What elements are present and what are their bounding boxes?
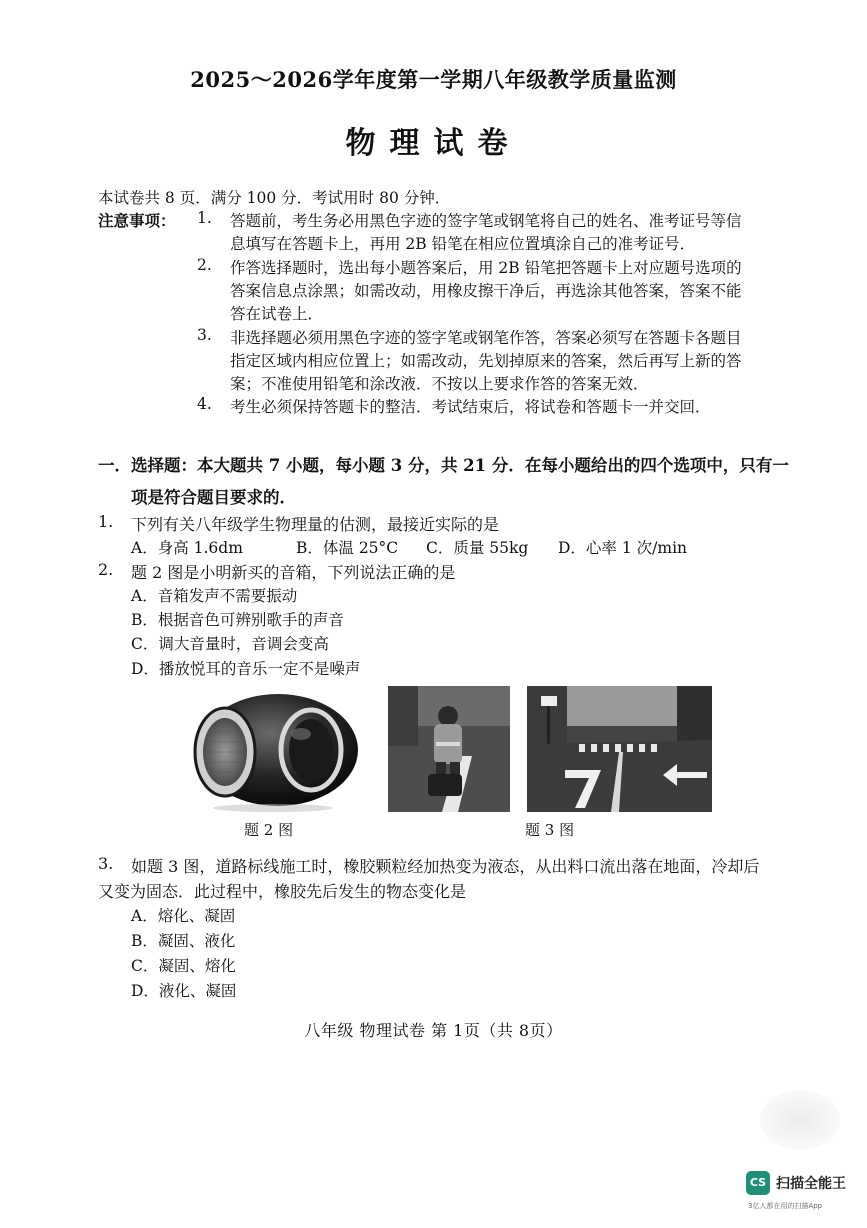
notice-line: 案；不准使用铅笔和涂改液．不按以上要求作答的答案无效． (230, 375, 649, 393)
option: C．凝固、熔化 (131, 957, 236, 975)
option: B．体温 25°C (296, 539, 399, 557)
scanner-app-name: 扫描全能王 (776, 1176, 846, 1192)
section-heading-cont: 项是符合题目要求的． (131, 488, 296, 507)
option: D．心率 1 次/min (558, 539, 688, 557)
notice-line: 答题前，考生务必用黑色字迹的签字笔或钢笔将自己的姓名、准考证号等信 (230, 212, 742, 230)
notice-line: 作答选择题时，选出每小题答案后，用 2B 铅笔把答题卡上对应题号选项的 (230, 259, 742, 277)
option: B．根据音色可辨别歌手的声音 (131, 611, 344, 629)
question-stem: 下列有关八年级学生物理量的估测，最接近实际的是 (131, 515, 500, 534)
page-footer: 八年级 物理试卷 第 1页（共 8页） (304, 1021, 563, 1040)
exam-title: 2025～2026学年度第一学期八年级教学质量监测 (190, 67, 677, 92)
speaker-image (183, 686, 361, 812)
notice-line: 考生必须保持答题卡的整洁．考试结束后，将试卷和答题卡一并交回． (230, 398, 711, 416)
question-stem: 题 2 图是小明新买的音箱，下列说法正确的是 (131, 563, 456, 582)
notice-item-number: 2. (197, 256, 212, 274)
notice-label: 注意事项： (98, 211, 176, 230)
option: A．身高 1.6dm (131, 539, 243, 557)
question-stem: 如题 3 图，道路标线施工时，橡胶颗粒经加热变为液态，从出料口流出落在地面，冷却后 (131, 857, 760, 876)
notice-line: 答案信息点涂黑；如需改动，用橡皮擦干净后，再选涂其他答案，答案不能 (230, 282, 742, 300)
notice-line: 指定区域内相应位置上；如需改动，先划掉原来的答案，然后再写上新的答 (230, 352, 742, 370)
option: D．液化、凝固 (131, 982, 237, 1000)
figure-2-caption: 题 2 图 (244, 821, 294, 839)
subject-title: 物理试卷 (345, 126, 522, 161)
scanner-logo-icon: CS (746, 1171, 770, 1195)
notice-item-number: 4. (197, 395, 212, 413)
option: A．音箱发声不需要振动 (131, 587, 298, 605)
notice-line: 非选择题必须用黑色字迹的签字笔或钢笔作答，答案必须写在答题卡各题目 (230, 329, 742, 347)
notice-item-number: 1. (197, 209, 212, 227)
figure-3-caption: 题 3 图 (525, 821, 575, 839)
section-heading: 一．选择题：本大题共 7 小题，每小题 3 分，共 21 分．在每小题给出的四个选项中，只有一 (98, 456, 789, 475)
paper-intro: 本试卷共 8 页．满分 100 分．考试用时 80 分钟． (98, 189, 451, 207)
question-number: 3. (98, 854, 114, 873)
option: D．播放悦耳的音乐一定不是噪声 (131, 660, 361, 678)
option: C．质量 55kg (426, 539, 529, 557)
notice-item-number: 3. (197, 326, 212, 344)
notice-line: 息填写在答题卡上，再用 2B 铅笔在相应位置填涂自己的准考证号． (230, 235, 696, 253)
option: C．调大音量时，音调会变高 (131, 635, 329, 653)
option: A．熔化、凝固 (131, 907, 236, 925)
question-stem-cont: 又变为固态．此过程中，橡胶先后发生的物态变化是 (98, 882, 467, 901)
notice-line: 答在试卷上． (230, 305, 324, 323)
scanner-tagline: 3亿人都在用的扫描App (748, 1202, 823, 1210)
scan-smudge (760, 1090, 840, 1150)
question-number: 2. (98, 560, 114, 579)
scanner-watermark (746, 1171, 850, 1219)
road-marking-worker-image (388, 686, 510, 812)
question-number: 1. (98, 512, 114, 531)
option: B．凝固、液化 (131, 932, 236, 950)
road-arrows-image (527, 686, 712, 812)
